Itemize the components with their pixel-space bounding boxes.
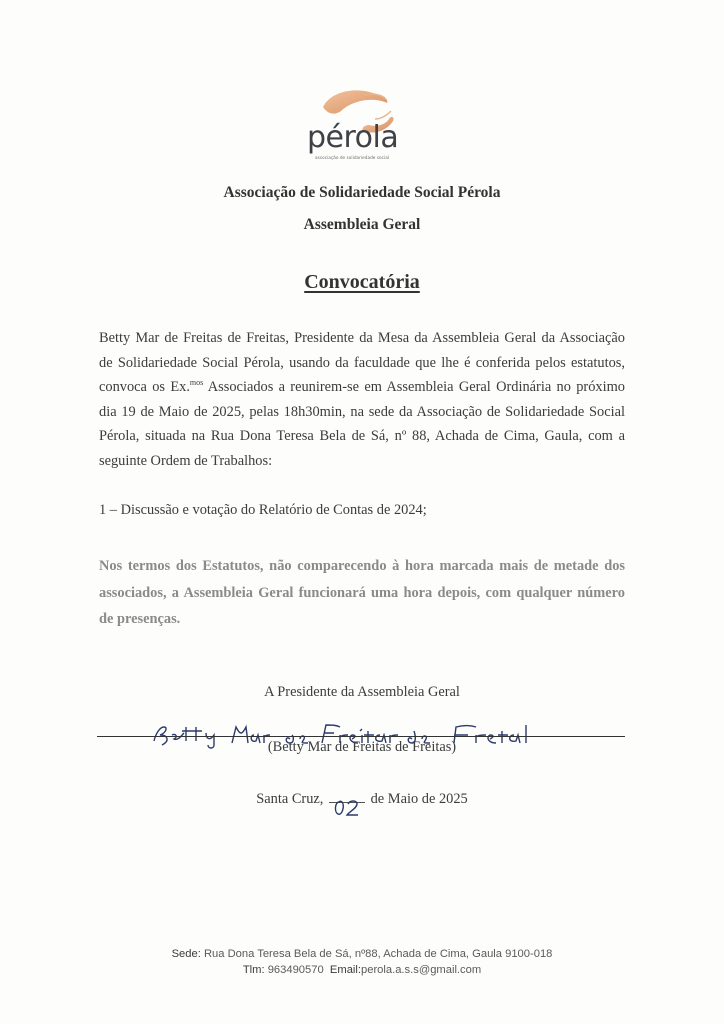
footer — [0, 946, 724, 978]
phone-value: 963490570 — [267, 964, 324, 976]
footer-contacts — [0, 962, 724, 978]
address-label: Sede: — [171, 948, 201, 960]
date-line — [0, 791, 724, 808]
email-label: Email: — [329, 964, 361, 976]
paragraph-line: Betty Mar de Freitas de Freitas, Presidente da Mesa da Assembleia Geral da Associação — [99, 330, 625, 346]
email-value: perola.a.s.s@gmail.com — [361, 964, 482, 976]
paragraph-line: Pérola, situada na Rua Dona Teresa Bela de Sá, nº 88, Achada de Cima, Gaula, com a — [99, 428, 625, 445]
date-day-handwritten — [329, 802, 365, 803]
logo-tagline: associação de solidariedade social — [315, 155, 390, 160]
agenda-item: 1 – Discussão e votação do Relatório de Contas de 2024; — [99, 502, 427, 518]
document-title: Convocatória — [304, 271, 420, 293]
phone-label: Tlm: — [242, 964, 265, 976]
signatory-name: (Betty Mar de Freitas de Freitas) — [267, 739, 457, 755]
date-place: Santa Cruz, — [256, 791, 324, 807]
superscript-text: mos — [189, 378, 204, 388]
notice-line: de presenças. — [99, 611, 181, 627]
quorum-notice — [99, 553, 625, 633]
date-rest: de Maio de 2025 — [370, 791, 468, 807]
paragraph-text: Associados a reunirem-se em Assembleia Geral Ordinária no próximo — [203, 379, 625, 396]
organization-logo — [303, 85, 413, 167]
handwritten-day — [333, 796, 363, 818]
footer-address — [0, 946, 724, 962]
notice-line: Nos termos dos Estatutos, não comparecendo à hora marcada mais de metade dos — [99, 558, 625, 574]
convocation-paragraph — [99, 326, 625, 474]
paragraph-line: dia 19 de Maio de 2025, pelas 18h30min, na sede da Associação de Solidariedade Social — [99, 403, 625, 420]
logo-wordmark: pérola — [307, 120, 399, 155]
signature-line — [97, 736, 625, 737]
paragraph-line — [99, 375, 625, 400]
notice-line: associados, a Assembleia Geral funcionará uma hora depois, com qualquer número — [99, 584, 625, 601]
signatory-role: A Presidente da Assembleia Geral — [264, 684, 460, 700]
organization-name: Associação de Solidariedade Social Pérola — [223, 184, 501, 201]
paragraph-line: de Solidariedade Social Pérola, usando da faculdade que lhe é conferida pelos estatutos, — [99, 354, 625, 371]
paragraph-text: convoca os Ex. — [99, 379, 190, 396]
assembly-name: Assembleia Geral — [303, 216, 421, 233]
address-value: Rua Dona Teresa Bela de Sá, nº88, Achada de Cima, Gaula 9100-018 — [203, 948, 553, 960]
paragraph-line: seguinte Ordem de Trabalhos: — [99, 452, 273, 469]
